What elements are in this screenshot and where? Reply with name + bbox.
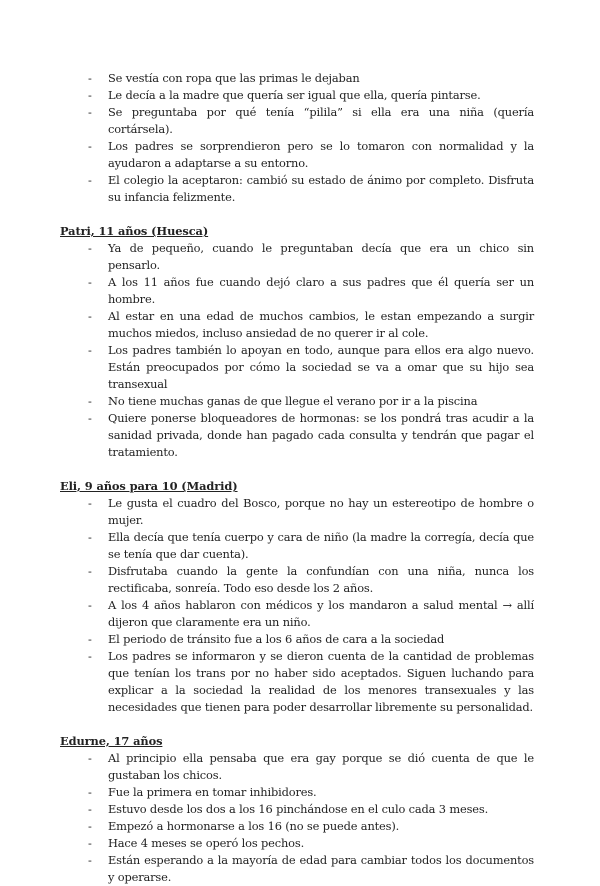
section-intro: [88, 70, 534, 206]
list-item-text: Al estar en una edad de muchos cambios, le estan empezando a surgir muchos miedos, incluso ansiedad de no querer ir al cole.: [108, 309, 534, 340]
list-item-text: A los 4 años hablaron con médicos y los mandaron a salud mental → allí dijeron que claramente era un niño.: [108, 598, 534, 629]
section-patri: [60, 223, 534, 461]
bullet-list: [88, 240, 534, 461]
list-item: [88, 563, 534, 597]
bullet-dash: -: [88, 785, 92, 799]
list-item-text: Los padres se sorprendieron pero se lo tomaron con normalidad y la ayudaron a adaptarse a su entorno.: [108, 139, 534, 170]
list-item-text: Quiere ponerse bloqueadores de hormonas: se los pondrá tras acudir a la sanidad privada, donde han pagado cada consulta y tendrán que pagar el tratamiento.: [108, 411, 534, 459]
bullet-dash: -: [88, 173, 92, 187]
list-item: [88, 274, 534, 308]
bullet-list: [88, 70, 534, 206]
list-item-text: No tiene muchas ganas de que llegue el verano por ir a la piscina: [108, 394, 478, 408]
list-item: [88, 648, 534, 716]
list-item-text: A los 11 años fue cuando dejó claro a sus padres que él quería ser un hombre.: [108, 275, 534, 306]
bullet-list: [88, 750, 534, 886]
bullet-dash: -: [88, 394, 92, 408]
list-item-text: Hace 4 meses se operó los pechos.: [108, 836, 305, 850]
section-eli: [60, 478, 534, 716]
list-item-text: Disfrutaba cuando la gente la confundían con una niña, nunca los rectificaba, sonreía. Todo eso desde los 2 años.: [108, 564, 534, 595]
list-item-text: Están esperando a la mayoría de edad para cambiar todos los documentos y operarse.: [108, 853, 534, 884]
list-item: [88, 835, 534, 852]
section-heading: Edurne, 17 años: [60, 734, 163, 748]
list-item: [88, 172, 534, 206]
section-heading: Patri, 11 años (Huesca): [60, 224, 209, 238]
bullet-dash: -: [88, 241, 92, 255]
section-heading: Eli, 9 años para 10 (Madrid): [60, 479, 238, 493]
list-item: [88, 529, 534, 563]
bullet-dash: -: [88, 853, 92, 867]
bullet-dash: -: [88, 88, 92, 102]
list-item: [88, 393, 534, 410]
bullet-list: [88, 495, 534, 716]
list-item: [88, 852, 534, 886]
list-item: [88, 70, 534, 87]
list-item-text: Le decía a la madre que quería ser igual que ella, quería pintarse.: [108, 88, 481, 102]
bullet-dash: -: [88, 309, 92, 323]
list-item-text: Se vestía con ropa que las primas le dejaban: [108, 71, 360, 85]
list-item-text: El colegio la aceptaron: cambió su estado de ánimo por completo. Disfruta su infancia felizmente.: [108, 173, 534, 204]
bullet-dash: -: [88, 632, 92, 646]
bullet-dash: -: [88, 496, 92, 510]
list-item: [88, 750, 534, 784]
bullet-dash: -: [88, 751, 92, 765]
list-item: [88, 87, 534, 104]
list-item-text: Al principio ella pensaba que era gay porque se dió cuenta de que le gustaban los chicos.: [108, 751, 534, 782]
bullet-dash: -: [88, 105, 92, 119]
list-item: [88, 801, 534, 818]
bullet-dash: -: [88, 530, 92, 544]
list-item: [88, 410, 534, 461]
bullet-dash: -: [88, 802, 92, 816]
bullet-dash: -: [88, 139, 92, 153]
bullet-dash: -: [88, 598, 92, 612]
bullet-dash: -: [88, 649, 92, 663]
list-item: [88, 631, 534, 648]
bullet-dash: -: [88, 411, 92, 425]
list-item-text: Estuvo desde los dos a los 16 pinchándose en el culo cada 3 meses.: [108, 802, 489, 816]
list-item-text: Ya de pequeño, cuando le preguntaban decía que era un chico sin pensarlo.: [108, 241, 534, 272]
list-item-text: Le gusta el cuadro del Bosco, porque no hay un estereotipo de hombre o mujer.: [108, 496, 534, 527]
list-item-text: Ella decía que tenía cuerpo y cara de niño (la madre la corregía, decía que se tenía que dar cuenta).: [108, 530, 534, 561]
document-content: [60, 70, 534, 886]
list-item: [88, 818, 534, 835]
list-item: [88, 308, 534, 342]
list-item: [88, 104, 534, 138]
list-item-text: Los padres se informaron y se dieron cuenta de la cantidad de problemas que tenían los trans por no haber sido aceptados. Siguen luchando para explicar a la sociedad la realidad de los menores transexuales y las necesidades que tienen para poder desarrollar libremente su personalidad.: [108, 649, 534, 714]
list-item: [88, 597, 534, 631]
list-item: [88, 342, 534, 393]
bullet-dash: -: [88, 819, 92, 833]
bullet-dash: -: [88, 275, 92, 289]
bullet-dash: -: [88, 343, 92, 357]
bullet-dash: -: [88, 564, 92, 578]
bullet-dash: -: [88, 71, 92, 85]
section-edurne: [60, 733, 534, 886]
list-item-text: Empezó a hormonarse a los 16 (no se puede antes).: [108, 819, 400, 833]
list-item-text: Fue la primera en tomar inhibidores.: [108, 785, 317, 799]
bullet-dash: -: [88, 836, 92, 850]
list-item: [88, 240, 534, 274]
list-item-text: Los padres también lo apoyan en todo, aunque para ellos era algo nuevo. Están preocupados por cómo la sociedad se va a omar que su hijo sea transexual: [108, 343, 534, 391]
list-item-text: El periodo de tránsito fue a los 6 años de cara a la sociedad: [108, 632, 445, 646]
list-item: [88, 495, 534, 529]
list-item-text: Se preguntaba por qué tenía “pilila” si ella era una niña (quería cortársela).: [108, 105, 534, 136]
list-item: [88, 138, 534, 172]
list-item: [88, 784, 534, 801]
